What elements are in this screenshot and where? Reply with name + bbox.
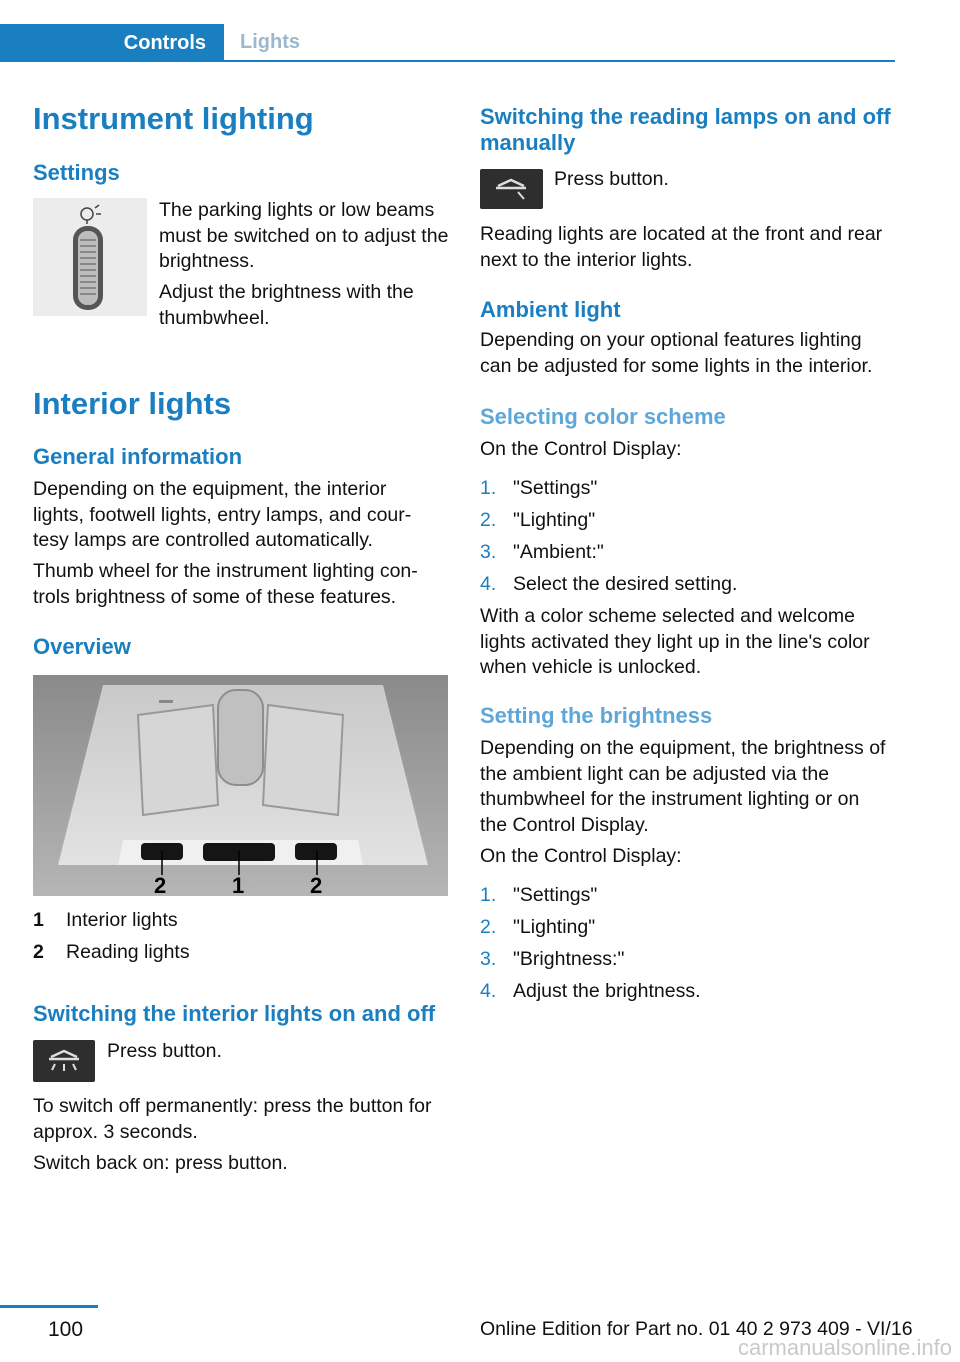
overview-photo xyxy=(33,675,448,896)
thumbwheel-image xyxy=(33,198,147,316)
interior-light-button-image xyxy=(33,1040,95,1082)
heading-reading-lamps: Switching the reading lamps on and off manually xyxy=(480,104,891,155)
legend-text: Reading lights xyxy=(66,941,190,963)
list-number: 2. xyxy=(480,916,497,938)
legend-number: 1 xyxy=(33,909,44,931)
footer-divider xyxy=(0,1305,98,1308)
watermark: carmanualsonline.info xyxy=(737,1335,952,1360)
color-scheme-paragraph: With a color scheme selected and welcome lights activated they light up in the line's color when vehicle is unlocked. xyxy=(480,605,870,678)
reading-paragraph: Reading lights are located at the front and rear next to the interior lights. xyxy=(480,223,883,271)
press-button-text: Press button. xyxy=(554,168,669,190)
list-text: "Settings" xyxy=(513,477,598,499)
tab-controls-label: Controls xyxy=(123,32,206,54)
general-paragraph-1: Depending on the equipment, the interior lights, footwell lights, entry lamps, and cour‐tesy lamps are controlled automatically. xyxy=(33,478,412,551)
list-number: 3. xyxy=(480,541,497,563)
list-number: 2. xyxy=(480,509,497,531)
reading-light-button-image xyxy=(480,169,543,209)
heading-selecting-color: Selecting color scheme xyxy=(480,404,726,429)
list-text: Select the desired setting. xyxy=(513,573,738,595)
list-text: "Lighting" xyxy=(513,916,596,938)
tab-lights[interactable]: Lights xyxy=(240,31,300,53)
heading-switching-interior: Switching the interior lights on and off xyxy=(33,1001,436,1026)
heading-interior-lights: Interior lights xyxy=(33,386,232,421)
list-number: 1. xyxy=(480,477,497,499)
callout-1: 1 xyxy=(232,873,245,896)
settings-paragraph-2: Adjust the brightness with the thumbwheel. xyxy=(159,281,414,329)
edition-text: Online Edition for Part no. 01 40 2 973 409 - VI/16 xyxy=(480,1318,913,1340)
list-number: 3. xyxy=(480,948,497,970)
header-bar xyxy=(0,0,960,62)
callout-2-left: 2 xyxy=(154,873,167,896)
settings-paragraph-1: The parking lights or low beams must be switched on to adjust the brightness. xyxy=(159,199,449,272)
overhead-console-image xyxy=(33,675,448,896)
heading-ambient-light: Ambient light xyxy=(480,297,621,322)
list-number: 4. xyxy=(480,573,497,595)
heading-overview: Overview xyxy=(33,634,131,659)
brightness-paragraph: Depending on the equipment, the brightness of the ambient light can be adjusted via the thumbwheel for the instrument lighting or on the Control Display. xyxy=(480,737,886,836)
legend-number: 2 xyxy=(33,941,44,963)
tab-controls[interactable] xyxy=(0,24,224,62)
list-text: Adjust the brightness. xyxy=(513,980,701,1002)
list-text: "Lighting" xyxy=(513,509,596,531)
callout-2-right: 2 xyxy=(310,873,323,896)
legend-text: Interior lights xyxy=(66,909,178,931)
page-number: 100 xyxy=(48,1318,84,1341)
heading-setting-brightness: Setting the brightness xyxy=(480,703,713,728)
list-number: 1. xyxy=(480,884,497,906)
heading-general-information: General information xyxy=(33,444,243,469)
header-divider xyxy=(224,60,895,62)
heading-instrument-lighting: Instrument lighting xyxy=(33,101,314,136)
list-text: "Settings" xyxy=(513,884,598,906)
ambient-paragraph: Depending on your optional features lighting can be adjusted for some lights in the interior. xyxy=(480,329,873,377)
general-paragraph-2: Thumb wheel for the instrument lighting con‐trols brightness of some of these features. xyxy=(33,560,418,608)
heading-settings: Settings xyxy=(33,160,120,185)
on-display-text: On the Control Display: xyxy=(480,438,682,460)
switch-back-paragraph: Switch back on: press button. xyxy=(33,1152,288,1174)
list-text: "Brightness:" xyxy=(513,948,625,970)
press-button-text: Press button. xyxy=(107,1040,222,1062)
thumbwheel-icon xyxy=(33,198,147,316)
switch-off-paragraph: To switch off permanently: press the button for approx. 3 seconds. xyxy=(33,1095,432,1143)
reading-light-icon xyxy=(480,169,543,209)
list-text: "Ambient:" xyxy=(513,541,604,563)
on-display-text: On the Control Display: xyxy=(480,845,682,867)
interior-light-icon xyxy=(33,1040,95,1082)
list-number: 4. xyxy=(480,980,497,1002)
